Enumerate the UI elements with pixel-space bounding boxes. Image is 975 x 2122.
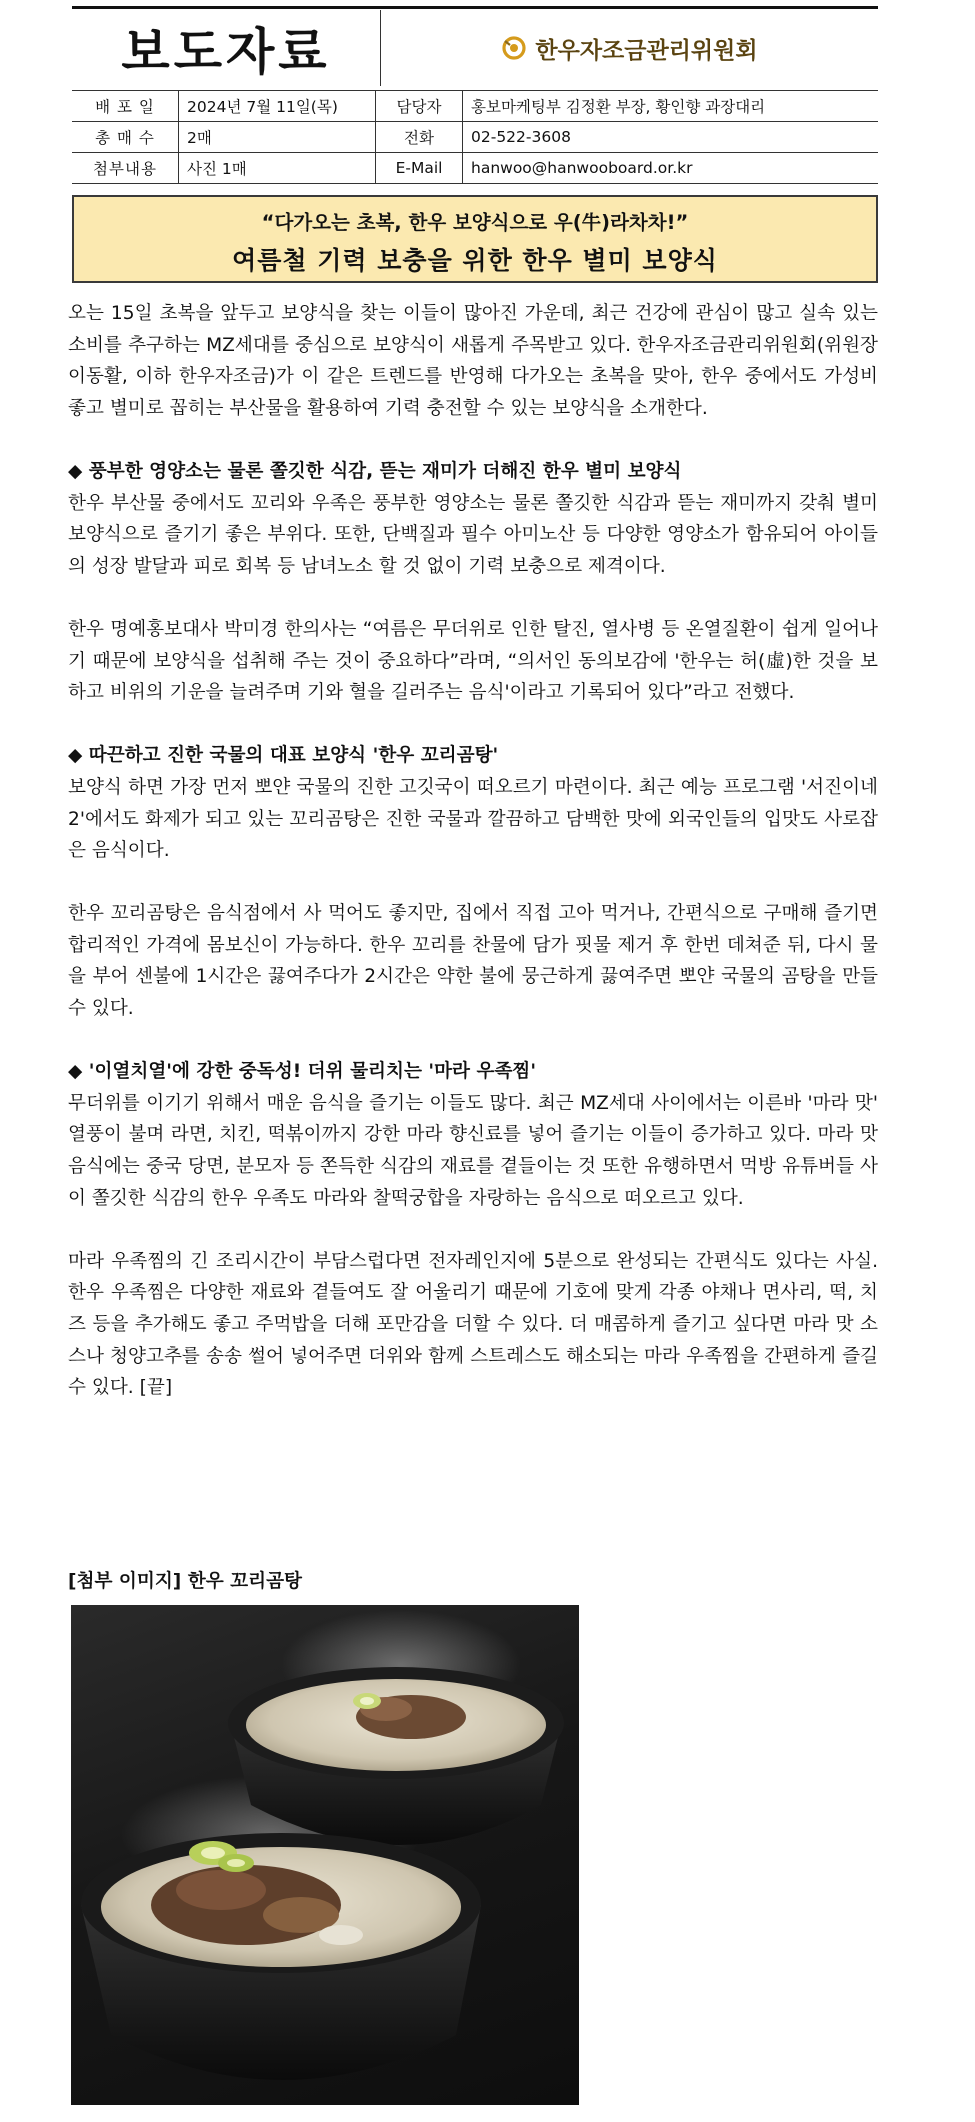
label-phone: 전화 [376, 122, 463, 153]
label-release-date: 배 포 일 [72, 91, 179, 122]
value-email: hanwoo@hanwooboard.or.kr [463, 153, 879, 184]
info-row-date [72, 91, 878, 122]
label-email: E-Mail [376, 153, 463, 184]
value-total-pages: 2매 [179, 122, 376, 153]
section3-paragraph-1: 무더위를 이기기 위해서 매운 음식을 즐기는 이들도 많다. 최근 MZ세대 사이에서는 이른바 '마라 맛' 열풍이 불며 라면, 치킨, 떡볶이까지 강한 마라 향신료를 넣어 즐기는 이들이 증가하고 있다. 마라 맛 음식에는 중국 당면, 분모자 등 쫀득한 식감의 재료를 곁들이는 것 또한 유행하면서 먹방 유튜버들 사이 쫄깃한 식감의 한우 우족도 마라와 찰떡궁합을 자랑하는 음식으로 떠오르고 있다. [68, 1092, 878, 1209]
label-attachment: 첨부내용 [72, 153, 179, 184]
intro-paragraph: 오는 15일 초복을 앞두고 보양식을 찾는 이들이 많아진 가운데, 최근 건강에 관심이 많고 실속 있는 소비를 추구하는 MZ세대를 중심으로 보양식이 새롭게 주목받고 있다. 한우자조금관리위원회(위원장 이동활, 이하 한우자조금)가 이 같은 트렌드를 반영해 다가오는 초복을 맞아, 한우 중에서도 가성비 좋고 별미로 꼽히는 부산물을 활용하여 기력 충전할 수 있는 보양식을 소개한다. [68, 303, 878, 419]
section1-paragraph-1: 한우 부산물 중에서도 꼬리와 우족은 풍부한 영양소는 물론 쫄깃한 식감과 뜯는 재미까지 갖춰 별미 보양식으로 즐기기 좋은 부위다. 또한, 단백질과 필수 아미노산 등 다양한 영양소가 함유되어 아이들의 성장 발달과 피로 회복 등 남녀노소 할 것 없이 기력 보충으로 제격이다. [68, 492, 878, 577]
section-heading-1: ◆ 풍부한 영양소는 물론 쫄깃한 식감, 뜯는 재미가 더해진 한우 별미 보양식 [68, 460, 682, 482]
section3-paragraph-2: 마라 우족찜의 긴 조리시간이 부담스럽다면 전자레인지에 5분으로 완성되는 간편식도 있다는 사실. 한우 우족찜은 다양한 재료와 곁들여도 잘 어울리기 때문에 기호에 맞게 각종 야채나 면사리, 떡, 치즈 등을 추가해도 좋고 주먹밥을 더해 포만감을 더할 수 있다. 더 매콤하게 즐기고 싶다면 마라 맛 소스나 청양고추를 송송 썰어 넣어주면 더위와 함께 스트레스도 해소되는 마라 우족찜을 간편하게 즐길 수 있다. [끝] [68, 1250, 878, 1399]
value-release-date: 2024년 7월 11일(목) [179, 91, 376, 122]
top-rule [72, 6, 878, 9]
hanwoo-logo-icon [501, 35, 527, 61]
organization-block [381, 10, 878, 86]
section2-paragraph-2: 한우 꼬리곰탕은 음식점에서 사 먹어도 좋지만, 집에서 직접 고아 먹거나, 간편식으로 구매해 즐기면 합리적인 가격에 몸보신이 가능하다. 한우 꼬리를 찬물에 담가 핏물 제거 후 한번 데쳐준 뒤, 다시 물을 부어 센불에 1시간은 끓여주다가 2시간은 약한 불에 뭉근하게 끓여주면 뽀얀 국물의 곰탕을 만들 수 있다. [68, 903, 878, 1020]
section1-paragraph-2: 한우 명예홍보대사 박미경 한의사는 “여름은 무더위로 인한 탈진, 열사병 등 온열질환이 쉽게 일어나기 때문에 보양식을 섭취해 주는 것이 중요하다”라며, “의서인 동의보감에 '한우는 허(虛)한 것을 보하고 비위의 기운을 늘려주며 기와 혈을 길러주는 음식'이라고 기록되어 있다”라고 전했다. [68, 618, 878, 704]
headline-subtitle: “다가오는 초복, 한우 보양식으로 우(牛)라차차!” [261, 211, 689, 234]
info-row-attachment [72, 153, 878, 184]
value-contact: 홍보마케팅부 김정환 부장, 황인향 과장대리 [463, 91, 879, 122]
attachment-caption: [첨부 이미지] 한우 꼬리곰탕 [68, 1571, 302, 1592]
release-info-table [72, 90, 878, 184]
headline-title: 여름철 기력 보충을 위한 한우 별미 보양식 [232, 246, 718, 275]
value-phone: 02-522-3608 [463, 122, 879, 153]
press-release-title: 보도자료 [72, 10, 381, 86]
label-contact: 담당자 [376, 91, 463, 122]
press-header [72, 10, 878, 86]
info-row-pages [72, 122, 878, 153]
value-attachment: 사진 1매 [179, 153, 376, 184]
oxtail-soup-photo [71, 1605, 579, 2105]
headline-box [72, 195, 878, 283]
organization-name: 한우자조금관리위원회 [535, 37, 758, 64]
section-heading-2: ◆ 따끈하고 진한 국물의 대표 보양식 '한우 꼬리곰탕' [68, 745, 499, 767]
soup-bowls-illustration [71, 1605, 579, 2105]
article-body [68, 298, 878, 1404]
section2-paragraph-1: 보양식 하면 가장 먼저 뽀얀 국물의 진한 고깃국이 떠오르기 마련이다. 최근 예능 프로그램 '서진이네2'에서도 화제가 되고 있는 꼬리곰탕은 진한 국물과 깔끔하고 담백한 맛에 외국인들의 입맛도 사로잡은 음식이다. [68, 776, 878, 862]
section-heading-3: ◆ '이열치열'에 강한 중독성! 더위 물리치는 '마라 우족찜' [68, 1061, 537, 1083]
label-total-pages: 총 매 수 [72, 122, 179, 153]
